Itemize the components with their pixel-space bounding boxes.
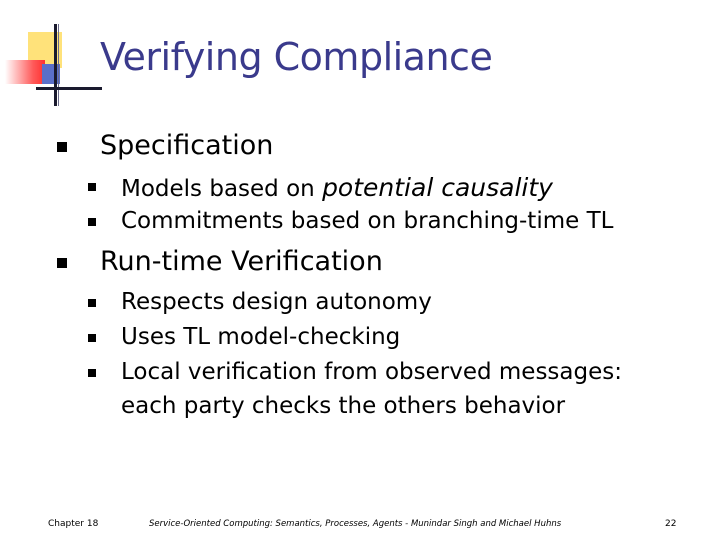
sub-bullet-text: Respects design autonomy [121, 289, 432, 315]
footer-book-title: Service-Oriented Computing: Semantics, Processes, Agents - Munindar Singh and Michael Huhns [149, 519, 562, 529]
footer-page-number: 22 [665, 519, 677, 529]
sub-bullet-text-line2: each party checks the others behavior [121, 393, 566, 419]
sub-bullet-autonomy [121, 289, 432, 315]
bullet-label: Specification [100, 130, 274, 161]
sub-bullet-italic-text: potential causality [322, 173, 553, 202]
logo-red-square [5, 60, 45, 84]
sub-bullet-model-checking [121, 324, 400, 350]
logo-squares-icon [0, 0, 110, 110]
footer-chapter: Chapter 18 [48, 519, 99, 529]
square-bullet-icon [88, 218, 96, 226]
square-bullet-icon [88, 334, 96, 342]
bullet-item-specification [100, 130, 273, 161]
slide-title: Verifying Compliance [100, 35, 493, 79]
sub-bullet-text: Models based on [121, 176, 323, 202]
sub-bullet-text: Uses TL model-checking [121, 324, 401, 350]
square-bullet-icon [88, 369, 96, 377]
logo-horizontal-line [36, 87, 102, 90]
sub-bullet-local-verification [121, 359, 622, 385]
bullet-item-runtime-verification [100, 246, 383, 277]
sub-bullet-text: Commitments based on branching-time TL [121, 208, 614, 234]
logo-vertical-line-light [58, 24, 59, 106]
sub-bullet-text-line1: Local verification from observed messages: [121, 359, 622, 385]
sub-bullet-models [121, 173, 553, 202]
logo-vertical-line [54, 24, 57, 106]
sub-bullet-commitments [121, 208, 613, 234]
square-bullet-icon [88, 299, 96, 307]
square-bullet-icon [88, 183, 96, 191]
bullet-label: Run-time Verification [100, 246, 383, 277]
square-bullet-icon [57, 142, 67, 152]
sub-bullet-local-verification-cont [121, 393, 565, 419]
square-bullet-icon [57, 258, 67, 268]
